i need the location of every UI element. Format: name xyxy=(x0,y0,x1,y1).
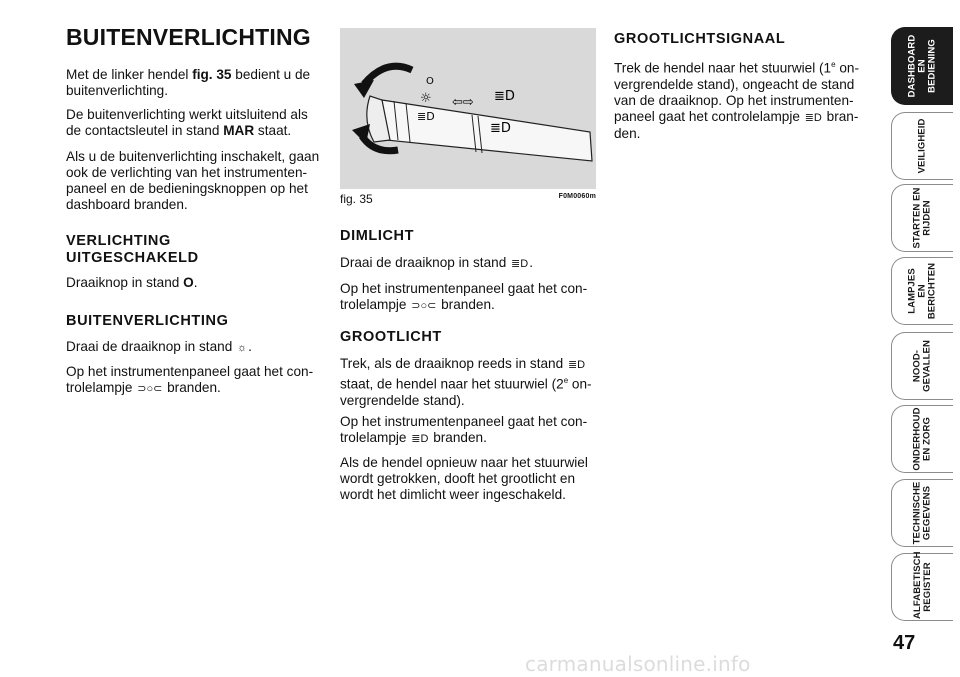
page-number: 47 xyxy=(893,632,916,654)
tab-starting-driving[interactable]: STARTEN EN RIJDEN xyxy=(891,184,953,252)
indicator-arrows-icon: ⇦⇨ xyxy=(452,95,474,110)
watermark: carmanualsonline.info xyxy=(525,652,751,676)
paragraph-warning-lamp: Op het instrumentenpaneel gaat het con- trolelampje ⊃○⊂ branden. xyxy=(66,364,314,395)
heading-main-beam: GROOTLICHT xyxy=(340,329,442,345)
figure-reference[interactable]: fig. 35 xyxy=(192,67,232,82)
tab-warning-lights[interactable]: LAMPJES EN BERICHTEN xyxy=(891,257,953,325)
figure-code: F0M0060m xyxy=(558,193,596,200)
paragraph-knob-sun: Draai de draaiknop in stand ☼. xyxy=(66,339,252,354)
paragraph-main-beam-off: Als de hendel opnieuw naar het stuurwiel wordt getrokken, dooft het grootlicht en wordt het dimlicht weer ingeschakeld. xyxy=(340,455,588,502)
position-light-icon: ⊃○⊂ xyxy=(137,383,163,395)
paragraph-main-beam-lamp: Op het instrumentenpaneel gaat het con- trolelampje ≣D branden. xyxy=(340,414,588,445)
sun-symbol: ☼ xyxy=(420,91,432,106)
off-symbol: O xyxy=(426,76,434,87)
chapter-sidebar xyxy=(883,0,960,677)
paragraph-dipped-knob: Draai de draaiknop in stand ≣D. xyxy=(340,255,533,270)
heading-dipped-beam: DIMLICHT xyxy=(340,228,415,244)
tab-safety[interactable]: VEILIGHEID xyxy=(891,112,953,180)
sidelight-icon: ☼ xyxy=(237,342,248,354)
position-light-icon: ⊃○⊂ xyxy=(411,300,437,312)
dipped-beam-icon: ≣D xyxy=(567,359,586,371)
heading-lights-off: VERLICHTING UITGESCHAKELD xyxy=(66,233,199,266)
tab-maintenance[interactable]: ONDERHOUD EN ZORG xyxy=(891,405,953,473)
highbeam-flash-icon: ≣D xyxy=(490,121,511,136)
main-beam-icon: ≣D xyxy=(411,433,429,445)
paragraph-intro: Met de linker hendel fig. 35 bedient u de buitenverlichting. xyxy=(66,67,311,98)
beam-symbol: ≣D xyxy=(417,110,435,123)
lever-illustration xyxy=(340,28,596,189)
paragraph-dashboard: Als u de buitenverlichting inschakelt, gaan ook de verlichting van het instrumenten- paneel en de bedieningsknoppen op het dashboard branden. xyxy=(66,149,320,212)
tab-technical-data[interactable]: TECHNISCHE GEGEVENS xyxy=(891,479,953,547)
paragraph-main-beam-pull: Trek, als de draaiknop reeds in stand ≣D staat, de hendel naar het stuurwiel (2e on- vergrendelde stand). xyxy=(340,356,592,408)
heading-exterior-lights: BUITENVERLICHTING xyxy=(66,313,229,329)
heading-headlight-flash: GROOTLICHTSIGNAAL xyxy=(614,31,786,47)
tab-dashboard[interactable]: DASHBOARD EN BEDIENING xyxy=(891,27,953,105)
dipped-beam-icon: ≣D xyxy=(511,258,529,270)
highbeam-icon: ≣D xyxy=(494,89,515,104)
paragraph-dipped-lamp: Op het instrumentenpaneel gaat het con- trolelampje ⊃○⊂ branden. xyxy=(340,281,588,312)
lever-figure xyxy=(340,28,596,189)
figure-caption: fig. 35 F0M0060m xyxy=(340,192,596,206)
tab-index[interactable]: ALFABETISCH REGISTER xyxy=(891,553,953,621)
paragraph-contact: De buitenverlichting werkt uitsluitend als de contactsleutel in stand MAR staat. xyxy=(66,107,308,138)
page-title: BUITENVERLICHTING xyxy=(66,24,311,50)
main-beam-icon: ≣D xyxy=(804,111,822,124)
paragraph-knob-off: Draaiknop in stand O. xyxy=(66,275,198,290)
tab-emergencies[interactable]: NOOD- GEVALLEN xyxy=(891,332,953,400)
paragraph-headlight-flash: Trek de hendel naar het stuurwiel (1e on- vergrendelde stand), ongeacht de stand van de draaiknop. Op het instrumenten- paneel gaat het controlelampje ≣D bran- den. xyxy=(614,60,860,141)
